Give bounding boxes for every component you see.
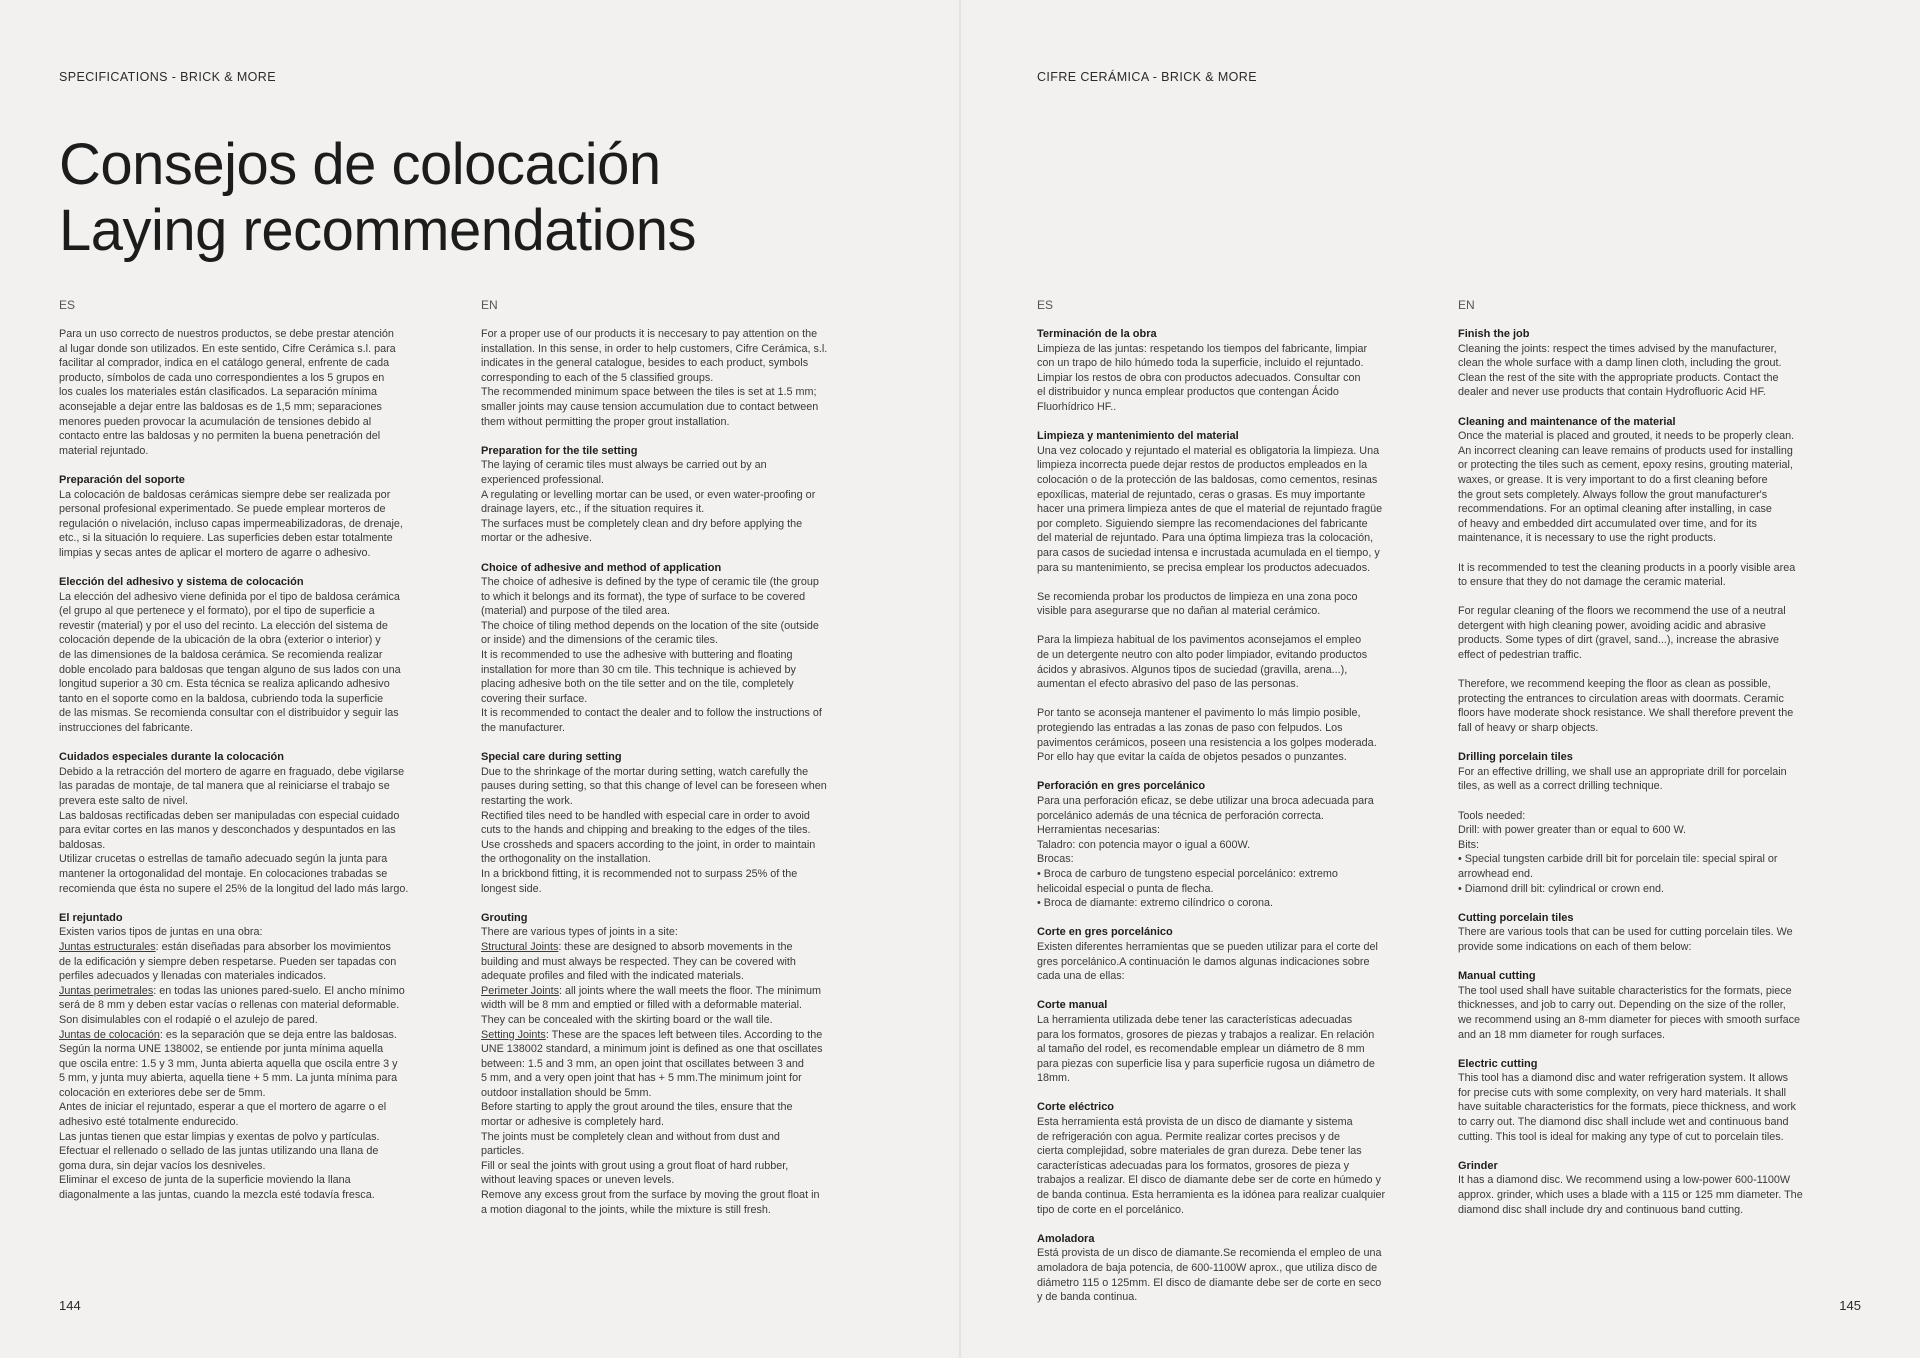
- section-body: Limpieza de las juntas: respetando los tiempos del fabricante, limpiar con un trapo de hilo húmedo toda la superficie, incluido el rejuntado. Limpiar los restos de obra con productos adecuados. Consultar con el distribuidor y nunca emplear productos que contengan Ácido Fluorhídrico HF..: [1037, 342, 1368, 413]
- title-english: Laying recommendations: [59, 198, 697, 263]
- section-heading: Cleaning and maintenance of the material: [1458, 415, 1676, 428]
- running-head-right: CIFRE CERÁMICA - BRICK & MORE: [1037, 70, 1257, 84]
- section-body: Para un uso correcto de nuestros productos, se debe prestar atención al lugar donde son utilizados. En este sentido, Cifre Cerámica s.l. para facilitar al comprador, indica en el catálogo general, enfrente de cada producto, símbolos de cada uno correspondientes a los 5 grupos en los cuales los materiales están clasificados. La separación mínima aconsejable a dejar entre las baldosas es de 1,5 mm; separaciones menores pueden provocar la acumulación de tensiones debido al contacto entre las baldosas y no permiten la buena penetración del material rejuntado.: [59, 328, 396, 457]
- section-heading: Corte en gres porcelánico: [1037, 926, 1173, 939]
- joint-type-description: : es la separación que se deja entre las baldosas. Según la norma UNE 138002, se entiende por junta mínima aquella que oscila entre: 1.5 y 3 mm, Junta abierta aquella que oscila entre 3 y 5 mm, y junta muy abierta, aquella tiene + 5 mm. La junta mínima para colocación en exteriores debe ser de 5mm.: [59, 1028, 398, 1099]
- section-intro: [59, 327, 459, 458]
- section-amoladora: [1037, 1232, 1435, 1305]
- section-heading: Finish the job: [1458, 328, 1530, 340]
- section-heading: Elección del adhesivo y sistema de colocación: [59, 576, 304, 589]
- section-heading: Drilling porcelain tiles: [1458, 751, 1573, 764]
- left-page: [0, 0, 959, 1358]
- page-number: 144: [59, 1298, 81, 1313]
- section-rejuntado: [59, 911, 459, 1203]
- joint-type-label: Perimeter Joints: [481, 984, 560, 997]
- section-eleccion-adhesivo: [59, 575, 459, 736]
- section-heading: Amoladora: [1037, 1232, 1095, 1245]
- language-label: ES: [59, 298, 76, 312]
- section-grinder: [1458, 1159, 1864, 1217]
- section-paragraph: It is recommended to test the cleaning products in a poorly visible area to ensure that they do not damage the ceramic material.: [1458, 561, 1796, 589]
- language-label: EN: [481, 298, 498, 312]
- section-heading: Grouting: [481, 911, 528, 924]
- section-body: The tool used shall have suitable characteristics for the formats, piece thicknesses, and job to carry out. Depending on the size of the roller, we recommend using an 8-mm diameter for pieces with smooth surface and an 18 mm diameter for rough surfaces.: [1458, 984, 1801, 1041]
- section-body: This tool has a diamond disc and water refrigeration system. It allows for precise cuts with some complexity, on very hard materials. It shall have suitable characteristics for the formats, piece thickness, and work to carry out. The diamond disc shall include wet and continuous band cutting. This tool is ideal for making any type of cut to porcelain tiles.: [1458, 1072, 1796, 1143]
- section-heading: Corte eléctrico: [1037, 1101, 1115, 1114]
- section-corte-manual: [1037, 998, 1435, 1086]
- section-body: Debido a la retracción del mortero de agarre en fraguado, debe vigilarse las paradas de montaje, de tal manera que al reiniciarse el trabajo se prevera este salto de nivel. Las baldosas rectificadas deben ser manipuladas con especial cuidado para evitar cortes en las manos y desconchados y despuntados en las baldosas. Utilizar crucetas o estrellas de tamaño adecuado según la junta para mantener la ortogonalidad del montaje. En colocaciones trabadas se recomienda que ésta no supere el 25% de la longitud del lado más largo.: [59, 765, 409, 895]
- section-heading: Cutting porcelain tiles: [1458, 911, 1574, 924]
- section-paragraph: Se recomienda probar los productos de limpieza en una zona poco visible para asegurarse que no dañan al material cerámico.: [1037, 590, 1358, 618]
- section-heading: Corte manual: [1037, 999, 1108, 1012]
- section-limpieza-mantenimiento: [1037, 429, 1435, 765]
- section-tile-setting-preparation: [481, 444, 881, 546]
- page-number: 145: [1839, 1298, 1861, 1313]
- section-body: [59, 925, 459, 1202]
- section-heading: Manual cutting: [1458, 970, 1536, 983]
- section-heading: Grinder: [1458, 1159, 1498, 1172]
- joints-intro: Existen varios tipos de juntas en una obra:: [59, 926, 263, 939]
- section-preparacion-soporte: [59, 473, 459, 561]
- section-body: Cleaning the joints: respect the times advised by the manufacturer, clean the whole surface with a damp linen cloth, including the grout. Clean the rest of the site with the appropriate products. Contact the dealer and never use products that contain Hydrofluoric Acid HF.: [1458, 342, 1782, 399]
- section-heading: Special care during setting: [481, 751, 622, 764]
- column-es-left: [59, 298, 459, 1203]
- running-head-left: SPECIFICATIONS - BRICK & MORE: [59, 70, 276, 84]
- page-title: [59, 132, 696, 264]
- section-heading: Perforación en gres porcelánico: [1037, 780, 1206, 793]
- section-body: It has a diamond disc. We recommend using a low-power 600-1100W approx. grinder, which uses a blade with a 115 or 125 mm diameter. The diamond disc shall include dry and continuous band cutting.: [1458, 1174, 1803, 1216]
- section-paragraph: Tools needed: Drill: with power greater than or equal to 600 W. Bits: • Special tungsten carbide drill bit for porcelain tile: special spiral or arrowhead end. • Diamond drill bit: cylindrical or crown end.: [1458, 809, 1778, 895]
- section-body: [481, 925, 881, 1217]
- section-body: La elección del adhesivo viene definida por el tipo de baldosa cerámica (el grupo al que pertenece y el formato), por el tipo de superficie a revestir (material) y por el uso del recinto. La elección del sistema de colocación depende de la ubicación de la obra (exterior o interior) y de las dimensiones de la baldosa cerámica. Se recomienda realizar doble encolado para baldosas que tengan alguno de sus lados con una longitud superior a 30 cm. Esta técnica se realiza aplicando adhesivo tanto en el soporte como en la baldosa, cubriendo toda la superficie de las mismas. Se recomienda consultar con el distribuidor y seguir las instrucciones del fabricante.: [59, 590, 401, 735]
- column-es-right: [1037, 298, 1435, 1305]
- joint-type-description: : these are designed to absorb movements in the building and must always be respected. They can be covered with adequate profiles and filed with the indicated materials.: [481, 940, 796, 983]
- section-body: Esta herramienta está provista de un disco de diamante y sistema de refrigeración con agua. Permite realizar cortes precisos y de cierta complejidad, sobre materiales de gran dureza. Debe tener las características adecuadas para los formatos, grosores de pieza y trabajos a realizar. El disco de diamante debe ser de corte en húmedo y de banda continua. Esta herramienta es la idónea para realizar cualquier tipo de corte en el porcelánico.: [1037, 1116, 1386, 1216]
- joint-type-description: : en todas las uniones pared-suelo. El ancho mínimo será de 8 mm y deben estar vacías o rellenas con material deformable. Son disimulables con el rodapié o el azulejo de pared.: [59, 984, 405, 1026]
- section-paragraph: For an effective drilling, we shall use an appropriate drill for porcelain tiles, as well as a correct drilling technique.: [1458, 765, 1787, 793]
- section-paragraph: Por tanto se aconseja mantener el pavimento lo más limpio posible, protegiendo las entradas a las zonas de paso con felpudos. Los pavimentos cerámicos, poseen una resistencia a los golpes moderada. Por ello hay que evitar la caída de objetos pesados o punzantes.: [1037, 707, 1377, 764]
- language-label: EN: [1458, 298, 1475, 312]
- joint-type-label: Setting Joints: [481, 1028, 546, 1041]
- language-label: ES: [1037, 298, 1054, 312]
- section-heading: Limpieza y mantenimiento del material: [1037, 430, 1239, 443]
- joints-intro: There are various types of joints in a site:: [481, 926, 678, 939]
- section-corte-gres: [1037, 925, 1435, 983]
- joint-type-label: Juntas estructurales: [59, 940, 156, 953]
- section-paragraph: For regular cleaning of the floors we recommend the use of a neutral detergent with high cleaning power, avoiding acidic and abrasive products. Some types of dirt (gravel, sand...), increase the abrasive effect of pedestrian traffic.: [1458, 605, 1786, 662]
- section-body: La colocación de baldosas cerámicas siempre debe ser realizada por personal profesional experimentado. Se puede emplear morteros de regulación o nivelación, incluso capas impermeabilizadoras, de drenaje, etc., si la situación lo requiere. Las superficies deben estar totalmente limpias y secas antes de aplicar el mortero de agarre o adhesivo.: [59, 488, 403, 559]
- section-paragraph: Therefore, we recommend keeping the floor as clean as possible, protecting the entrances to circulation areas with doormats. Ceramic floors have moderate shock resistance. We shall therefore prevent the fall of heavy or sharp objects.: [1458, 678, 1794, 735]
- section-heading: Preparation for the tile setting: [481, 444, 638, 457]
- section-body: La herramienta utilizada debe tener las características adecuadas para los formatos, grosores de piezas y trabajos a realizar. En relación al tamaño del rodel, es recomendable emplear un diámetro de 8 mm para piezas con superficie lisa y para superficie rugosa un diámetro de 18mm.: [1037, 1013, 1375, 1085]
- section-heading: Electric cutting: [1458, 1057, 1538, 1070]
- right-page: [961, 0, 1920, 1358]
- section-heading: El rejuntado: [59, 911, 123, 924]
- section-paragraph: Para la limpieza habitual de los pavimentos aconsejamos el empleo de un detergente neutro con alto poder limpiador, evitando productos ácidos y abrasivos. Algunos tipos de suciedad (gravilla, arena...), aumentan el efecto abrasivo del paso de las personas.: [1037, 634, 1368, 691]
- section-drilling: [1458, 750, 1864, 896]
- section-heading: Preparación del soporte: [59, 473, 185, 486]
- joint-type-description: : all joints where the wall meets the floor. The minimum width will be 8 mm and emptied or filled with a deformable material. They can be concealed with the skirting board or the wall tile.: [481, 984, 822, 1026]
- section-cutting-porcelain: [1458, 911, 1864, 955]
- section-cuidados-especiales: [59, 750, 459, 896]
- section-heading: Choice of adhesive and method of application: [481, 561, 722, 574]
- joint-type-label: Structural Joints: [481, 940, 559, 953]
- section-manual-cutting: [1458, 969, 1864, 1042]
- column-en-left: [481, 298, 881, 1217]
- section-body: There are various tools that can be used for cutting porcelain tiles. We provide some indications on each of them below:: [1458, 926, 1793, 953]
- section-heading: Terminación de la obra: [1037, 328, 1157, 340]
- section-corte-electrico: [1037, 1100, 1435, 1217]
- joint-type-description: : These are the spaces left between tiles. According to the UNE 138002 standard, a minimum joint is defined as one that oscillates between: 1.5 and 3 mm, an open joint that oscillates between 3 and 5 mm, and a very open joint that has + 5 mm.The minimum joint for outdoor installation should be 5mm.: [481, 1028, 823, 1099]
- title-spanish: Consejos de colocación: [59, 132, 661, 197]
- section-paragraph: Once the material is placed and grouted, it needs to be properly clean. An incorrect cleaning can leave remains of products used for installing or protecting the tiles such as cement, epoxy resins, grouting material, waxes, or grease. It is very important to do a first cleaning before the grout sets completely. Always follow the grout manufacturer's recommendations. For an optimal cleaning after installing, in case of heavy and embedded dirt accumulated over time, and for its maintenance, it is necessary to use the right products.: [1458, 430, 1795, 545]
- section-body: For a proper use of our products it is neccesary to pay attention on the installation. In this sense, in order to help customers, Cifre Cerámica, s.l. indicates in the general catalogue, besides to each product, symbols corresponding to each of the 5 classified groups. The recommended minimum space between the tiles is set at 1.5 mm; smaller joints may cause tension accumulation due to contact between them without permitting the proper grout installation.: [481, 328, 828, 428]
- grouting-steps: Antes de iniciar el rejuntado, esperar a que el mortero de agarre o el adhesivo esté totalmente endurecido. Las juntas tienen que estar limpias y exentas de polvo y partículas. Efectuar el rellenado o sellado de las juntas utilizando una llana de goma dura, sin dejar vacíos los desniveles. Eliminar el exceso de junta de la superficie moviendo la llana diagonalmente a las juntas, cuando la mezcla esté todavía fresca.: [59, 1101, 387, 1202]
- section-body: Existen diferentes herramientas que se pueden utilizar para el corte del gres porcelánico.A continuación le damos algunas indicaciones sobre cada una de ellas:: [1037, 940, 1378, 983]
- section-body: The laying of ceramic tiles must always be carried out by an experienced professional. A regulating or levelling mortar can be used, or even water-proofing or drainage layers, etc., if the situation requires it. The surfaces must be completely clean and dry before applying the mortar or the adhesive.: [481, 459, 816, 545]
- section-adhesive-choice: [481, 561, 881, 736]
- section-perforacion: [1037, 779, 1435, 910]
- section-body: Está provista de un disco de diamante.Se recomienda el empleo de una amoladora de baja potencia, de 600-1100W aprox., que utiliza disco de diámetro 115 o 125mm. El disco de diamante debe ser de corte en seco y de banda continua.: [1037, 1247, 1382, 1304]
- section-heading: Cuidados especiales durante la colocación: [59, 751, 284, 764]
- joint-type-label: Juntas perimetrales: [59, 984, 154, 997]
- grouting-steps: Before starting to apply the grout around the tiles, ensure that the mortar or adhesive is completely hard. The joints must be completely clean and without from dust and particles. Fill or seal the joints with grout using a grout float of hard rubber, without leaving spaces or uneven levels. Remove any excess grout from the surface by moving the grout float in a motion diagonal to the joints, while the mixture is still fresh.: [481, 1101, 820, 1216]
- joint-type-description: : están diseñadas para absorber los movimientos de la edificación y siempre deben respetarse. Pueden ser tapadas con perfiles adecuados y llenadas con materiales indicados.: [59, 940, 397, 983]
- section-cleaning-maintenance: [1458, 415, 1864, 736]
- section-electric-cutting: [1458, 1057, 1864, 1145]
- section-intro: [481, 327, 881, 429]
- joint-type-label: Juntas de colocación: [59, 1028, 160, 1041]
- section-special-care: [481, 750, 881, 896]
- section-grouting: [481, 911, 881, 1217]
- section-body: Para una perforación eficaz, se debe utilizar una broca adecuada para porcelánico además de una técnica de perforación correcta. Herramientas necesarias: Taladro: con potencia mayor o igual a 600W. Brocas: • Broca de carburo de tungsteno especial porcelánico: extremo helicoidal especial o punta de flecha. • Broca de diamante: extremo cilíndrico o corona.: [1037, 795, 1374, 910]
- column-en-right: [1458, 298, 1864, 1217]
- section-terminacion-obra: [1037, 327, 1435, 415]
- section-body: The choice of adhesive is defined by the type of ceramic tile (the group to which it belongs and its format), the type of surface to be covered (material) and purpose of the tiled area. The choice of tiling method depends on the location of the site (outside or inside) and the dimensions of the ceramic tiles. It is recommended to use the adhesive with buttering and floating installation for more than 30 cm tile. This technique is achieved by placing adhesive both on the tile setter and on the tile, completely covering their surface. It is recommended to contact the dealer and to follow the instructions of the manufacturer.: [481, 576, 822, 735]
- section-body: Due to the shrinkage of the mortar during setting, watch carefully the pauses during setting, so that this change of level can be foreseen when restarting the work. Rectified tiles need to be handled with especial care in order to avoid cuts to the hands and chipping and breaking to the edges of the tiles. Use crossheds and spacers according to the joint, in order to maintain the orthogonality on the installation. In a brickbond fitting, it is recommended not to surpass 25% of the longest side.: [481, 765, 827, 895]
- section-paragraph: Una vez colocado y rejuntado el material es obligatoria la limpieza. Una limpieza incorrecta puede dejar restos de productos empleados en la colocación o de la protección de las baldosas, como cementos, resinas epoxílicas, material de rejuntado, ceras o grasas. Es muy importante hacer una primera limpieza antes de que el material de rejuntado fragüe por completo. Siguiendo siempre las recomendaciones del fabricante del material de rejuntado. Para una óptima limpieza tras la colocación, para casos de suciedad intensa e incrustada acumulada en el tiempo, y para su mantenimiento, se precisa emplear los productos adecuados.: [1037, 444, 1383, 574]
- section-finish-job: [1458, 327, 1864, 400]
